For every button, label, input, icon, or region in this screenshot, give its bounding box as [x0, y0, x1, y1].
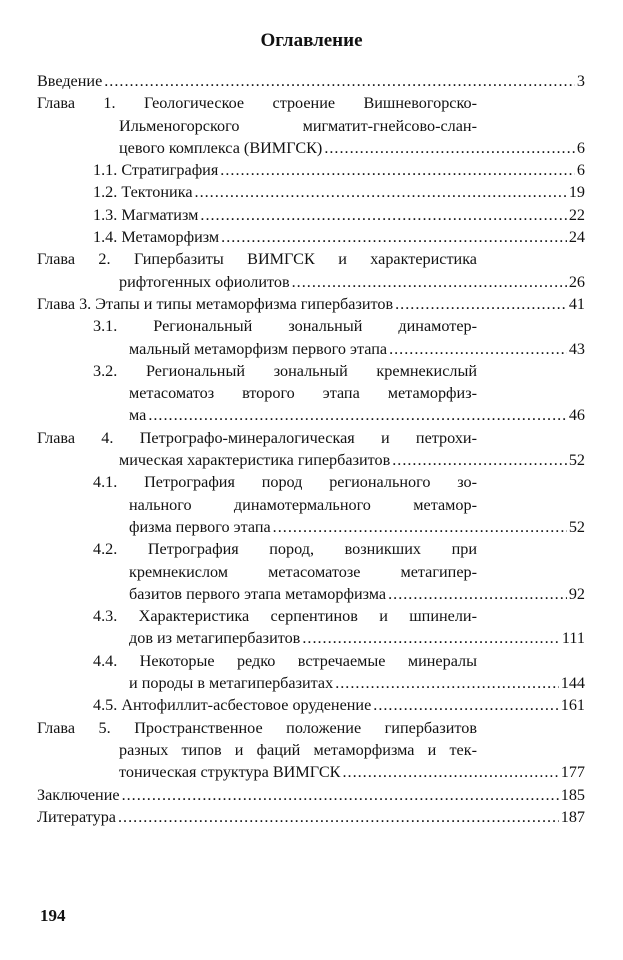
toc-page-number: 6 — [576, 161, 585, 180]
toc-entry-text: Литература — [37, 807, 116, 826]
toc-entry-text: 3.1. Региональный зональный динамотер- — [93, 317, 477, 336]
dot-leader — [388, 583, 567, 605]
dot-leader — [221, 226, 567, 248]
toc-entry-text: цевого комплекса (ВИМГСК) — [119, 138, 323, 157]
toc-entry-section-4-3 — [37, 605, 585, 650]
toc-entry-text: 3.2. Региональный зональный кремнекислый — [93, 361, 477, 380]
toc-entry-text: тоническая структура ВИМГСК — [119, 763, 341, 782]
toc-entry-section-1-3 — [37, 204, 585, 226]
toc-entry-text: Глава 3. Этапы и типы метаморфизма гипербазитов — [37, 294, 394, 313]
toc-entry-section-1-2 — [37, 181, 585, 203]
toc-page-number: 92 — [568, 584, 585, 603]
dot-leader — [118, 806, 559, 828]
dot-leader — [122, 784, 559, 806]
toc-entry-text: Заключение — [37, 785, 120, 804]
toc-entry-section-4-1 — [37, 471, 585, 538]
toc-page-number: 161 — [560, 696, 585, 715]
toc-entry-text: мальный метаморфизм первого этапа — [129, 339, 388, 358]
toc-entry-section-1-4 — [37, 226, 585, 248]
toc-entry-section-1-1 — [37, 159, 585, 181]
toc-page-number: 111 — [561, 629, 585, 648]
dot-leader — [302, 627, 560, 649]
toc-page-number: 41 — [568, 294, 585, 313]
dot-leader — [342, 761, 558, 783]
table-of-contents — [37, 68, 585, 828]
toc-entry-section-4-2 — [37, 538, 585, 605]
toc-entry-section-4-4 — [37, 650, 585, 695]
toc-entry-text: разных типов и фаций метаморфизма и тек- — [119, 740, 477, 759]
toc-entry-literature — [37, 806, 585, 828]
toc-entry-text: 1.4. Метаморфизм — [93, 228, 220, 247]
toc-entry-section-3-2 — [37, 360, 585, 427]
toc-entry-text: дов из метагипербазитов — [129, 629, 301, 648]
dot-leader — [324, 137, 575, 159]
toc-page-number: 144 — [560, 674, 585, 693]
toc-page-number: 185 — [560, 785, 585, 804]
dot-leader — [389, 338, 567, 360]
toc-entry-text: ма — [129, 406, 147, 425]
toc-entry-text: рифтогенных офиолитов — [119, 272, 290, 291]
toc-entry-text: 4.5. Антофиллит-асбестовое оруденение — [93, 696, 372, 715]
dot-leader — [373, 694, 558, 716]
toc-entry-text: Глава 5. Пространственное положение гипербазитов — [37, 718, 477, 737]
page-title: Оглавление — [260, 30, 363, 51]
toc-page-number: 26 — [568, 272, 585, 291]
dot-leader — [392, 449, 567, 471]
toc-entry-text: базитов первого этапа метаморфизма — [129, 584, 387, 603]
dot-leader — [395, 293, 567, 315]
dot-leader — [335, 672, 559, 694]
dot-leader — [292, 271, 567, 293]
dot-leader — [148, 404, 566, 426]
toc-entry-text: 1.3. Магматизм — [93, 205, 199, 224]
page-number: 194 — [40, 906, 66, 925]
toc-entry-conclusion — [37, 784, 585, 806]
toc-entry-text: Глава 4. Петрографо-минералогическая и петрохи- — [37, 428, 477, 447]
toc-entry-text: 4.2. Петрография пород, возникших при — [93, 540, 477, 559]
toc-entry-text: мическая характеристика гипербазитов — [119, 451, 391, 470]
toc-entry-text: Глава 2. Гипербазиты ВИМГСК и характеристика — [37, 250, 477, 269]
toc-entry-text: 4.4. Некоторые редко встречаемые минералы — [93, 651, 477, 670]
dot-leader — [220, 159, 575, 181]
dot-leader — [195, 181, 567, 203]
toc-entry-text: 1.2. Тектоника — [93, 183, 193, 202]
toc-page-number: 187 — [560, 807, 585, 826]
toc-entry-chapter-3 — [37, 293, 585, 315]
toc-entry-section-3-1 — [37, 315, 585, 360]
toc-entry-text: 4.3. Характеристика серпентинов и шпинели- — [93, 607, 477, 626]
toc-entry-chapter-2 — [37, 248, 585, 293]
toc-page-number: 177 — [560, 763, 585, 782]
toc-entry-text: нального динамотермального метамор- — [129, 495, 477, 514]
dot-leader — [104, 70, 575, 92]
toc-entry-text: 1.1. Стратиграфия — [93, 161, 219, 180]
toc-entry-text: 4.1. Петрография пород регионального зо- — [93, 473, 477, 492]
toc-entry-section-4-5 — [37, 694, 585, 716]
toc-page-number: 52 — [568, 517, 585, 536]
toc-entry-chapter-4 — [37, 427, 585, 472]
toc-entry-chapter-5 — [37, 717, 585, 784]
toc-page-number: 24 — [568, 228, 585, 247]
toc-page-number: 3 — [576, 72, 585, 90]
toc-page-number: 43 — [568, 339, 585, 358]
toc-entry-text: физма первого этапа — [129, 517, 271, 536]
toc-entry-text: и породы в метагипербазитах — [129, 674, 334, 693]
toc-entry-text: кремнекислом метасоматозе метагипер- — [129, 562, 477, 581]
toc-page-number: 6 — [576, 138, 585, 157]
toc-entry-text: Глава 1. Геологическое строение Вишневогорско- — [37, 94, 477, 113]
toc-entry-introduction — [37, 70, 585, 92]
toc-entry-text: Ильменогорского мигматит-гнейсово-слан- — [119, 116, 477, 135]
dot-leader — [200, 204, 566, 226]
toc-page-number: 46 — [568, 406, 585, 425]
toc-page-number: 52 — [568, 451, 585, 470]
toc-entry-chapter-1 — [37, 92, 585, 159]
toc-page-number: 19 — [568, 183, 585, 202]
toc-entry-text: Введение — [37, 72, 103, 90]
toc-entry-text: метасоматоз второго этапа метаморфиз- — [129, 384, 477, 403]
toc-page-number: 22 — [568, 205, 585, 224]
dot-leader — [273, 516, 567, 538]
